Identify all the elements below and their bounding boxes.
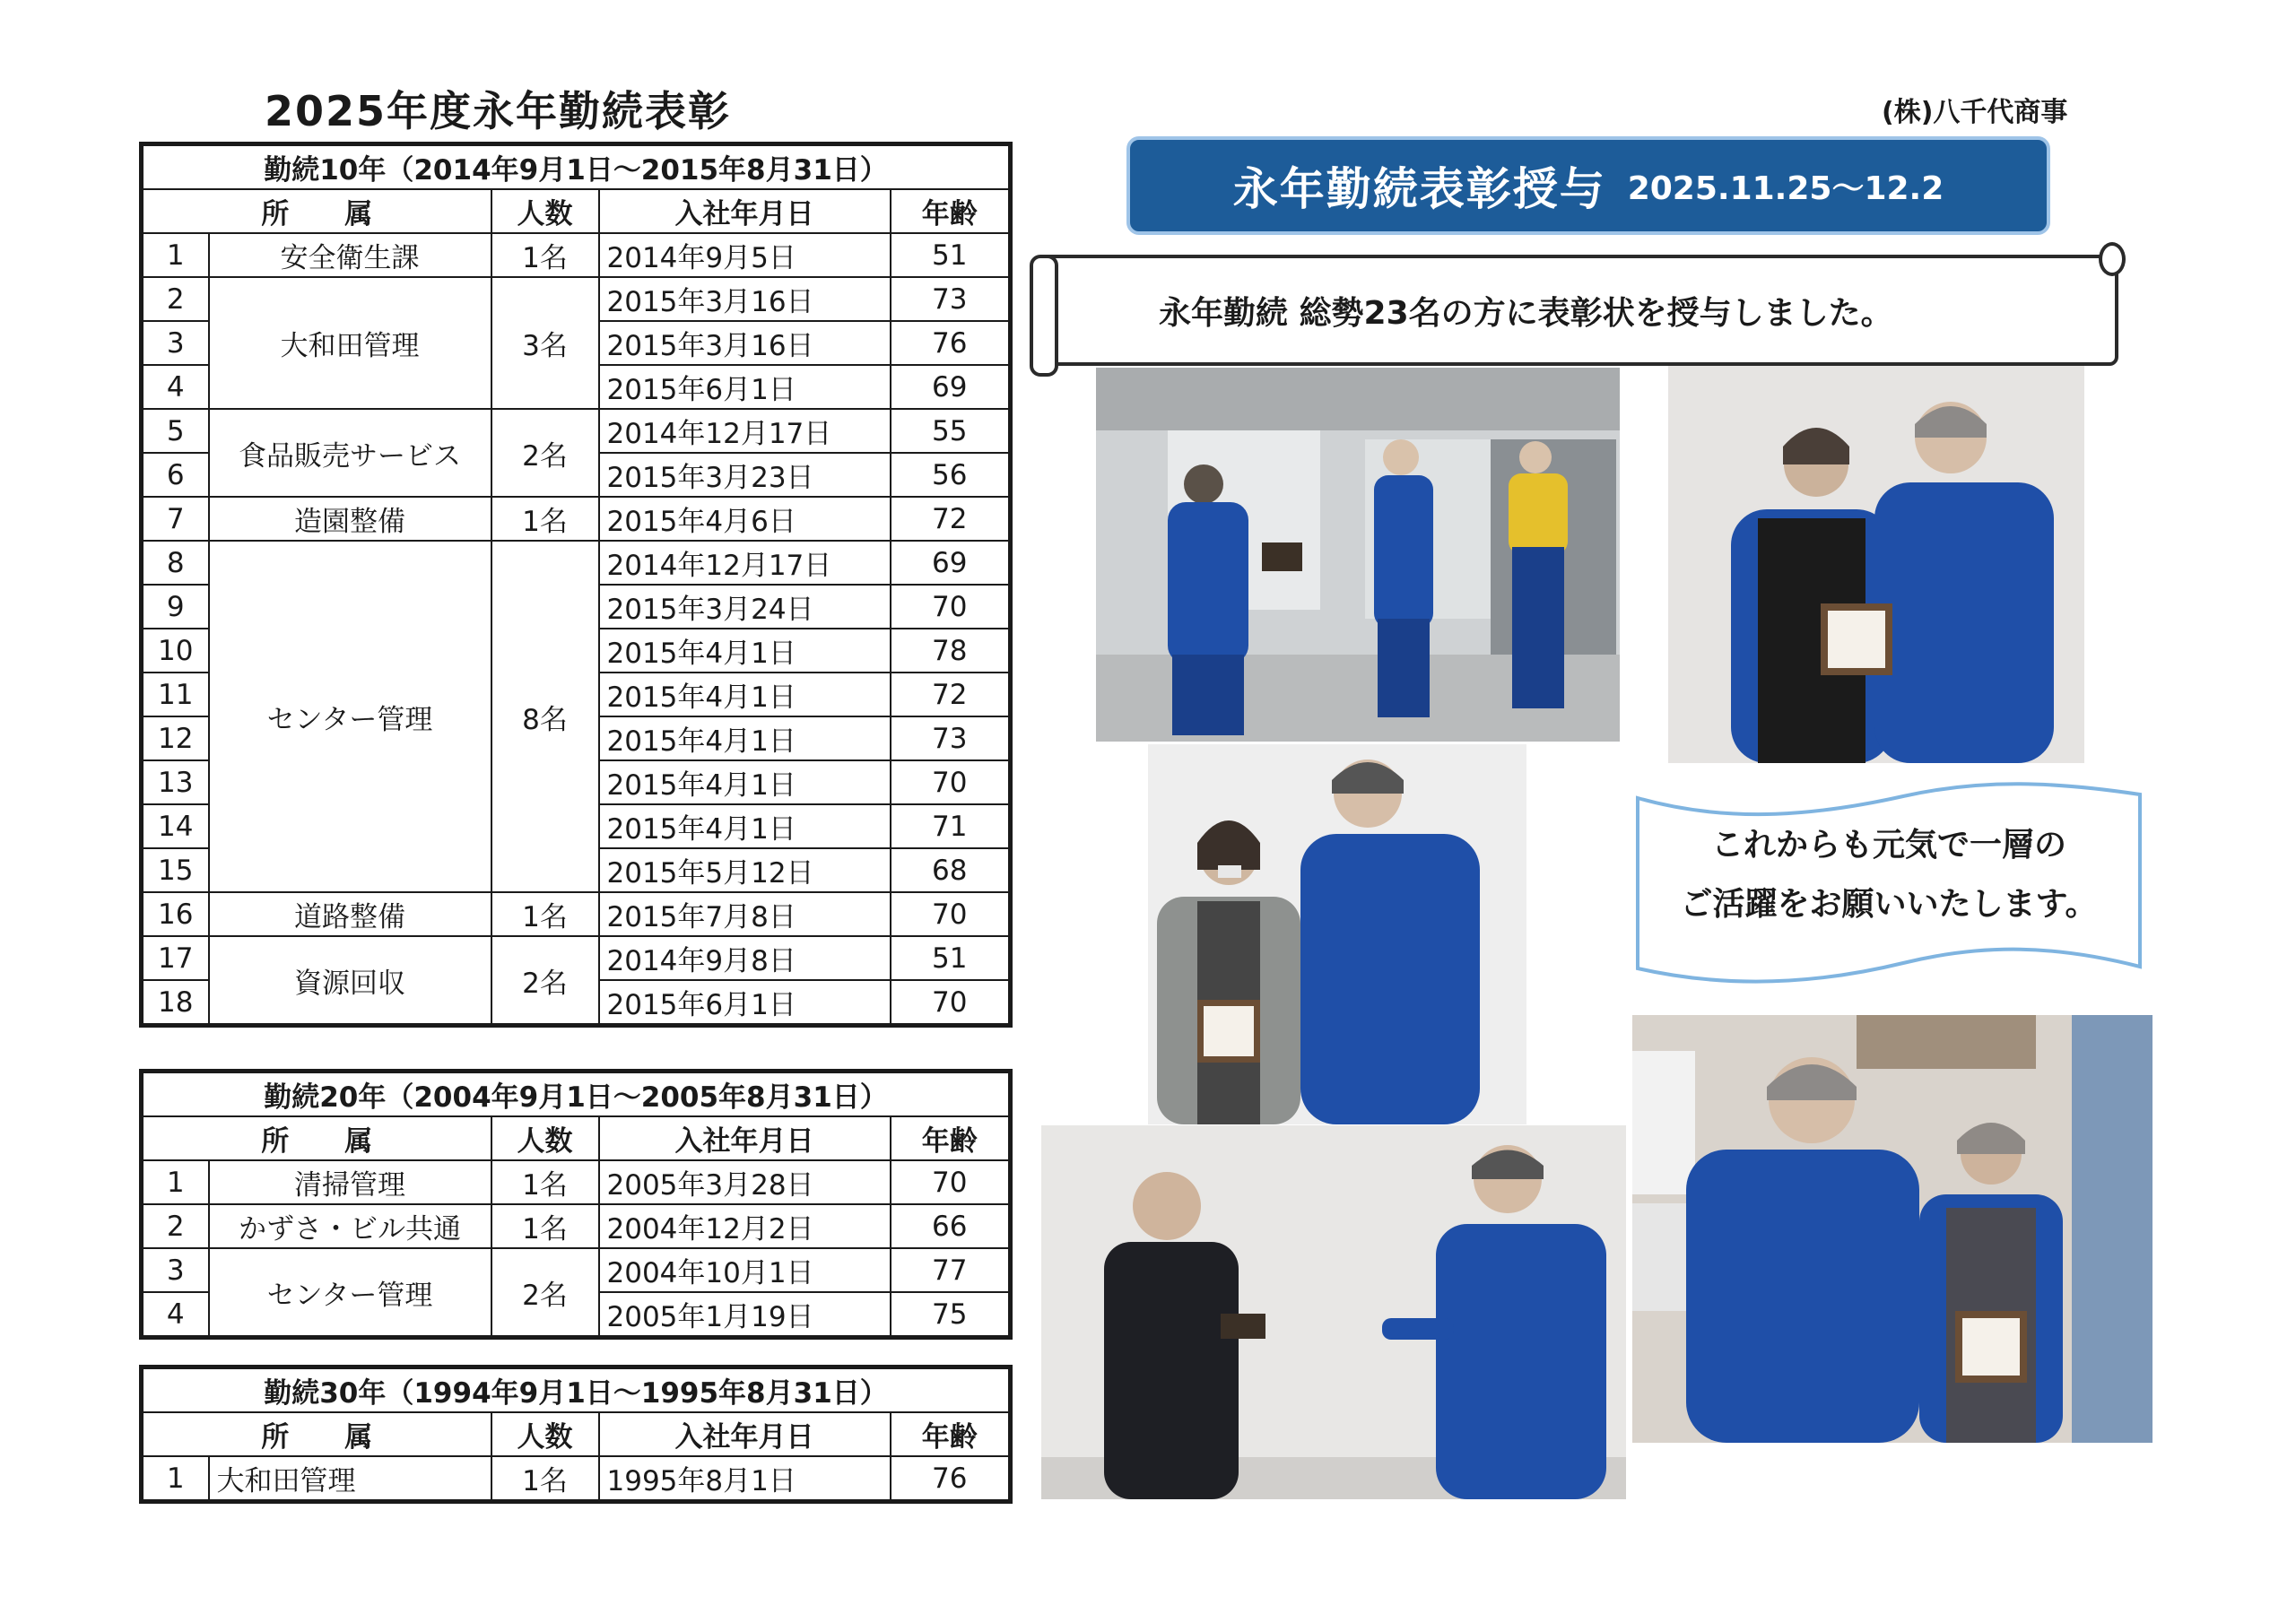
row-dept: 資源回収 — [209, 936, 491, 1026]
table-period-row — [142, 144, 1011, 190]
row-join-date: 2015年3月16日 — [599, 321, 891, 365]
photo-two-people-top-right — [1668, 366, 2084, 763]
scroll-caption — [1039, 255, 2118, 366]
row-number: 9 — [142, 585, 209, 629]
row-count: 1名 — [491, 497, 599, 541]
row-count: 1名 — [491, 233, 599, 277]
row-number: 2 — [142, 277, 209, 321]
banner-dates: 2025.11.25〜12.2 — [1627, 169, 1944, 207]
row-number: 3 — [142, 1248, 209, 1292]
row-count: 1名 — [491, 1204, 599, 1248]
table-10-years — [139, 142, 1013, 1028]
row-number: 4 — [142, 1292, 209, 1338]
row-number: 13 — [142, 760, 209, 804]
row-dept: 造園整備 — [209, 497, 491, 541]
row-join-date: 2015年4月1日 — [599, 629, 891, 673]
row-number: 18 — [142, 980, 209, 1026]
row-dept: かずさ・ビル共通 — [209, 1204, 491, 1248]
row-number: 2 — [142, 1204, 209, 1248]
row-join-date: 2014年9月5日 — [599, 233, 891, 277]
photo-ceremony-office — [1096, 368, 1620, 742]
row-age: 72 — [891, 673, 1011, 716]
row-number: 10 — [142, 629, 209, 673]
period-label: 勤続10年（2014年9月1日〜2015年8月31日） — [142, 144, 1011, 190]
col-dept: 所 属 — [142, 1412, 491, 1456]
row-number: 1 — [142, 1456, 209, 1502]
row-number: 1 — [142, 1160, 209, 1204]
col-count: 人数 — [491, 189, 599, 233]
table-row — [142, 541, 1011, 585]
row-dept: 清掃管理 — [209, 1160, 491, 1204]
message-line-1: これからも元気で一層の — [1710, 827, 2066, 864]
row-join-date: 2005年1月19日 — [599, 1292, 891, 1338]
row-dept: 安全衛生課 — [209, 233, 491, 277]
row-dept: 道路整備 — [209, 892, 491, 936]
award-banner — [1126, 136, 2050, 235]
row-number: 11 — [142, 673, 209, 716]
table-row — [142, 277, 1011, 321]
row-age: 73 — [891, 716, 1011, 760]
col-count: 人数 — [491, 1116, 599, 1160]
row-count: 2名 — [491, 936, 599, 1026]
row-age: 76 — [891, 1456, 1011, 1502]
photo-two-people-middle — [1148, 744, 1526, 1124]
row-join-date: 2015年6月1日 — [599, 980, 891, 1026]
table-body — [142, 1072, 1011, 1338]
row-count: 1名 — [491, 892, 599, 936]
row-dept: センター管理 — [209, 1248, 491, 1338]
row-age: 69 — [891, 541, 1011, 585]
row-join-date: 2014年12月17日 — [599, 541, 891, 585]
row-age: 71 — [891, 804, 1011, 848]
col-dept: 所 属 — [142, 189, 491, 233]
row-number: 4 — [142, 365, 209, 409]
row-number: 16 — [142, 892, 209, 936]
row-age: 56 — [891, 453, 1011, 497]
row-join-date: 2015年4月1日 — [599, 804, 891, 848]
table-row — [142, 936, 1011, 980]
table-20-years — [139, 1069, 1013, 1340]
col-age: 年齢 — [891, 1412, 1011, 1456]
col-count: 人数 — [491, 1412, 599, 1456]
table-row — [142, 233, 1011, 277]
row-join-date: 2004年12月2日 — [599, 1204, 891, 1248]
row-join-date: 2015年4月1日 — [599, 673, 891, 716]
row-count: 1名 — [491, 1160, 599, 1204]
row-age: 72 — [891, 497, 1011, 541]
row-number: 5 — [142, 409, 209, 453]
company-name: (株)八千代商事 — [1882, 97, 2068, 128]
col-date: 入社年月日 — [599, 1412, 891, 1456]
row-dept: 食品販売サービス — [209, 409, 491, 497]
col-dept: 所 属 — [142, 1116, 491, 1160]
row-count: 8名 — [491, 541, 599, 892]
row-join-date: 2015年5月12日 — [599, 848, 891, 892]
table-period-row — [142, 1072, 1011, 1117]
row-age: 70 — [891, 1160, 1011, 1204]
period-label: 勤続30年（1994年9月1日〜1995年8月31日） — [142, 1367, 1011, 1413]
banner-title: 永年勤続表彰授与 — [1232, 163, 1606, 215]
col-age: 年齢 — [891, 189, 1011, 233]
row-number: 12 — [142, 716, 209, 760]
row-number: 6 — [142, 453, 209, 497]
table-row — [142, 1204, 1011, 1248]
row-number: 1 — [142, 233, 209, 277]
row-join-date: 2015年4月1日 — [599, 760, 891, 804]
row-number: 7 — [142, 497, 209, 541]
row-age: 70 — [891, 760, 1011, 804]
row-age: 55 — [891, 409, 1011, 453]
table-header-row — [142, 189, 1011, 233]
row-age: 70 — [891, 892, 1011, 936]
row-age: 69 — [891, 365, 1011, 409]
col-date: 入社年月日 — [599, 189, 891, 233]
col-date: 入社年月日 — [599, 1116, 891, 1160]
row-age: 77 — [891, 1248, 1011, 1292]
table-row — [142, 1160, 1011, 1204]
table-header-row — [142, 1412, 1011, 1456]
table-body — [142, 1367, 1011, 1502]
row-join-date: 2015年6月1日 — [599, 365, 891, 409]
row-join-date: 2005年3月28日 — [599, 1160, 891, 1204]
row-join-date: 2014年12月17日 — [599, 409, 891, 453]
table-row — [142, 1248, 1011, 1292]
row-count: 3名 — [491, 277, 599, 409]
row-age: 51 — [891, 936, 1011, 980]
row-age: 70 — [891, 980, 1011, 1026]
table-row — [142, 497, 1011, 541]
row-age: 78 — [891, 629, 1011, 673]
row-age: 73 — [891, 277, 1011, 321]
page-title: 2025年度永年勤続表彰 — [265, 87, 732, 135]
table-row — [142, 409, 1011, 453]
row-age: 75 — [891, 1292, 1011, 1338]
row-join-date: 2015年3月24日 — [599, 585, 891, 629]
row-age: 70 — [891, 585, 1011, 629]
message-line-2: ご活躍をお願いいたします。 — [1680, 886, 2098, 923]
row-join-date: 2014年9月8日 — [599, 936, 891, 980]
photo-two-people-bottom-right — [1632, 1015, 2152, 1443]
row-age: 76 — [891, 321, 1011, 365]
table-body — [142, 144, 1011, 1026]
table-row — [142, 892, 1011, 936]
row-age: 68 — [891, 848, 1011, 892]
period-label: 勤続20年（2004年9月1日〜2005年8月31日） — [142, 1072, 1011, 1117]
table-30-years — [139, 1365, 1013, 1504]
row-join-date: 1995年8月1日 — [599, 1456, 891, 1502]
row-age: 51 — [891, 233, 1011, 277]
table-row — [142, 1456, 1011, 1502]
row-count: 1名 — [491, 1456, 599, 1502]
scroll-curl-right — [2099, 242, 2126, 276]
row-join-date: 2015年3月23日 — [599, 453, 891, 497]
row-number: 14 — [142, 804, 209, 848]
row-dept: 大和田管理 — [209, 1456, 491, 1502]
row-number: 17 — [142, 936, 209, 980]
row-dept: センター管理 — [209, 541, 491, 892]
row-join-date: 2004年10月1日 — [599, 1248, 891, 1292]
row-join-date: 2015年4月1日 — [599, 716, 891, 760]
table-period-row — [142, 1367, 1011, 1413]
scroll-caption-text: 永年勤続 総勢23名の方に表彰状を授与しました。 — [1159, 294, 1893, 332]
col-age: 年齢 — [891, 1116, 1011, 1160]
row-dept: 大和田管理 — [209, 277, 491, 409]
row-number: 3 — [142, 321, 209, 365]
row-join-date: 2015年3月16日 — [599, 277, 891, 321]
row-count: 2名 — [491, 1248, 599, 1338]
row-age: 66 — [891, 1204, 1011, 1248]
row-join-date: 2015年4月6日 — [599, 497, 891, 541]
scroll-curl-left — [1030, 255, 1058, 377]
row-join-date: 2015年7月8日 — [599, 892, 891, 936]
row-number: 15 — [142, 848, 209, 892]
row-count: 2名 — [491, 409, 599, 497]
wave-message-text — [1634, 816, 2144, 934]
photo-handover-bottom-left — [1041, 1125, 1626, 1499]
row-number: 8 — [142, 541, 209, 585]
table-header-row — [142, 1116, 1011, 1160]
